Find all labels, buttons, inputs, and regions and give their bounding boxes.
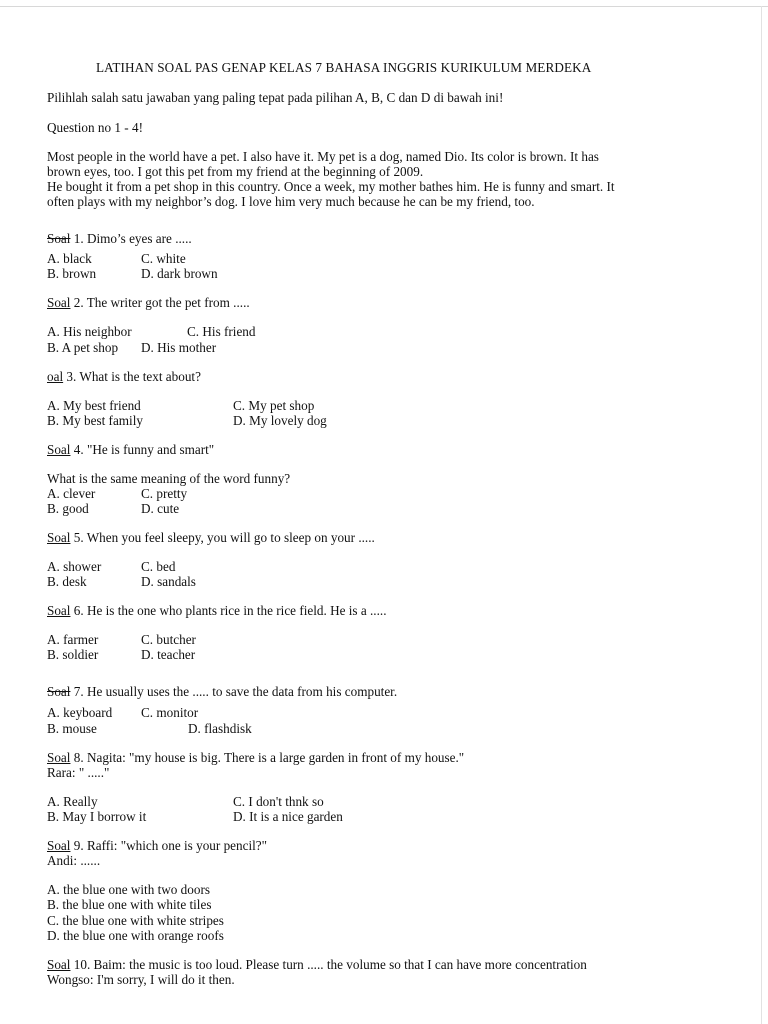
reading-passage bbox=[47, 149, 727, 209]
question-label: Soal bbox=[47, 750, 71, 765]
passage-line: often plays with my neighbor’s dog. I love him very much because he can be my friend, too. bbox=[47, 194, 535, 209]
option-b: B. My best family bbox=[47, 413, 143, 428]
question-text: 10. Baim: the music is too loud. Please turn ..... the volume so that I can have more concentration bbox=[70, 957, 587, 972]
question-7 bbox=[47, 684, 397, 699]
option-d: D. dark brown bbox=[141, 266, 218, 281]
option-a: A. the blue one with two doors bbox=[47, 882, 210, 897]
question-text: 5. When you feel sleepy, you will go to sleep on your ..... bbox=[70, 530, 375, 545]
option-a: A. farmer bbox=[47, 632, 99, 647]
option-d: D. cute bbox=[141, 501, 180, 516]
question-range: Question no 1 - 4! bbox=[47, 120, 143, 135]
question-1 bbox=[47, 231, 192, 246]
option-a: A. keyboard bbox=[47, 705, 113, 720]
option-c: C. white bbox=[141, 251, 186, 266]
option-a: A. shower bbox=[47, 559, 102, 574]
option-c: C. bed bbox=[141, 559, 176, 574]
question-8 bbox=[47, 750, 464, 765]
option-c: C. butcher bbox=[141, 632, 196, 647]
option-c: C. monitor bbox=[141, 705, 199, 720]
option-c: C. pretty bbox=[141, 486, 188, 501]
question-text: 4. "He is funny and smart" bbox=[70, 442, 215, 457]
option-c: C. I don't thnk so bbox=[233, 794, 324, 809]
question-subtext: Rara: " ....." bbox=[47, 765, 110, 780]
question-label: Soal bbox=[47, 838, 71, 853]
question-label: Soal bbox=[47, 295, 71, 310]
question-subtext: What is the same meaning of the word funny? bbox=[47, 471, 291, 486]
option-d: D. teacher bbox=[141, 647, 196, 662]
option-b: B. soldier bbox=[47, 647, 99, 662]
question-6 bbox=[47, 603, 387, 618]
option-d: D. sandals bbox=[141, 574, 196, 589]
option-c: C. My pet shop bbox=[233, 398, 315, 413]
passage-line: Most people in the world have a pet. I also have it. My pet is a dog, named Dio. Its color is brown. It has bbox=[47, 149, 599, 164]
question-2 bbox=[47, 295, 250, 310]
question-text: 6. He is the one who plants rice in the rice field. He is a ..... bbox=[70, 603, 387, 618]
passage-line: brown eyes, too. I got this pet from my friend at the beginning of 2009. bbox=[47, 164, 424, 179]
option-d: D. My lovely dog bbox=[233, 413, 327, 428]
option-d: D. flashdisk bbox=[188, 721, 252, 736]
option-b: B. brown bbox=[47, 266, 97, 281]
option-a: A. Really bbox=[47, 794, 98, 809]
option-b: B. A pet shop bbox=[47, 340, 119, 355]
question-label: Soal bbox=[47, 530, 71, 545]
page-top-border bbox=[0, 6, 768, 7]
question-label: Soal bbox=[47, 603, 71, 618]
question-text: 7. He usually uses the ..... to save the data from his computer. bbox=[70, 684, 398, 699]
question-text: 2. The writer got the pet from ..... bbox=[70, 295, 250, 310]
option-a: A. black bbox=[47, 251, 92, 266]
question-label: Soal bbox=[47, 684, 71, 699]
option-a: A. clever bbox=[47, 486, 96, 501]
question-subtext: Andi: ...... bbox=[47, 853, 101, 868]
question-subtext: Wongso: I'm sorry, I will do it then. bbox=[47, 972, 235, 987]
question-label: Soal bbox=[47, 957, 71, 972]
question-label: Soal bbox=[47, 231, 71, 246]
option-a: A. My best friend bbox=[47, 398, 141, 413]
option-b: B. May I borrow it bbox=[47, 809, 147, 824]
option-b: B. good bbox=[47, 501, 89, 516]
question-text: 3. What is the text about? bbox=[63, 369, 201, 384]
option-c: C. His friend bbox=[187, 324, 256, 339]
instruction-text: Pilihlah salah satu jawaban yang paling tepat pada pilihan A, B, C dan D di bawah ini! bbox=[47, 90, 504, 105]
page-right-border bbox=[761, 6, 762, 1024]
option-b: B. the blue one with white tiles bbox=[47, 897, 212, 912]
option-d: D. It is a nice garden bbox=[233, 809, 343, 824]
question-text: 1. Dimo’s eyes are ..... bbox=[70, 231, 192, 246]
question-3 bbox=[47, 369, 201, 384]
question-label: Soal bbox=[47, 442, 71, 457]
question-10 bbox=[47, 957, 587, 972]
option-a: A. His neighbor bbox=[47, 324, 132, 339]
option-c: C. the blue one with white stripes bbox=[47, 913, 224, 928]
question-text: 8. Nagita: "my house is big. There is a large garden in front of my house." bbox=[70, 750, 465, 765]
page-title: LATIHAN SOAL PAS GENAP KELAS 7 BAHASA INGGRIS KURIKULUM MERDEKA bbox=[96, 60, 592, 75]
option-b: B. desk bbox=[47, 574, 87, 589]
question-label: oal bbox=[47, 369, 64, 384]
option-b: B. mouse bbox=[47, 721, 97, 736]
question-4 bbox=[47, 442, 214, 457]
option-d: D. His mother bbox=[141, 340, 217, 355]
option-d: D. the blue one with orange roofs bbox=[47, 928, 224, 943]
passage-line: He bought it from a pet shop in this country. Once a week, my mother bathes him. He is funny and smart. It bbox=[47, 179, 615, 194]
question-text: 9. Raffi: "which one is your pencil?" bbox=[70, 838, 268, 853]
question-9 bbox=[47, 838, 267, 853]
question-5 bbox=[47, 530, 375, 545]
